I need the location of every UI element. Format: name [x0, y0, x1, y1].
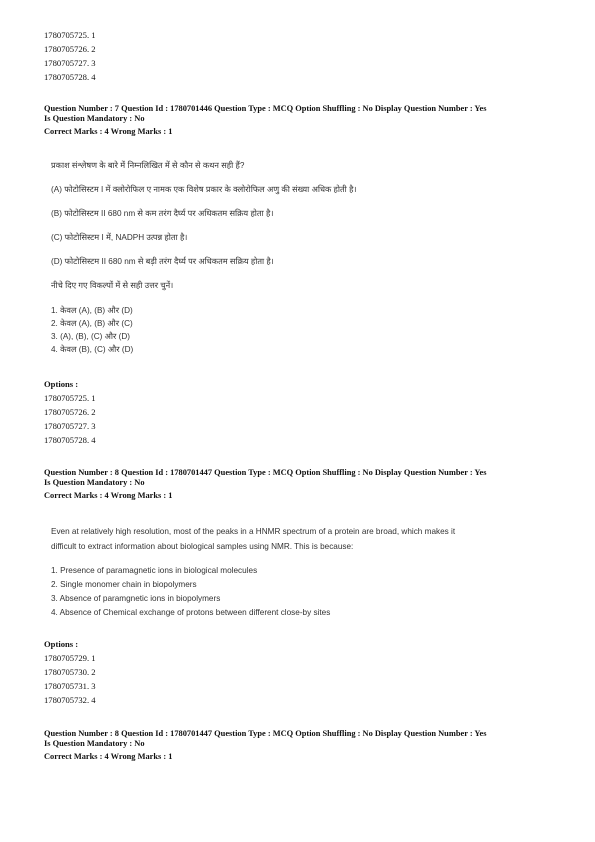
- answer-choice: 3. Absence of paramgnetic ions in biopolymers: [51, 594, 221, 603]
- option-line: 1780705725. 1: [44, 393, 96, 403]
- options-heading: Options :: [44, 379, 79, 389]
- option-line: 1780705728. 4: [44, 435, 96, 445]
- question-instruction: नीचे दिए गए विकल्पों में से सही उत्तर चुनें।: [51, 281, 174, 290]
- option-line: 1780705730. 2: [44, 667, 96, 677]
- question-mandatory-line: Is Question Mandatory : No: [44, 739, 145, 748]
- answer-choice: 3. (A), (B), (C) और (D): [51, 332, 131, 341]
- question-mandatory-line: Is Question Mandatory : No: [44, 114, 145, 123]
- option-line: 1780705727. 3: [44, 58, 96, 68]
- question-stem-continued: difficult to extract information about biological samples using NMR. This is because:: [51, 542, 354, 551]
- question-mandatory-line: Is Question Mandatory : No: [44, 478, 145, 487]
- answer-choice: 1. Presence of paramagnetic ions in biological molecules: [51, 566, 258, 575]
- answer-choice: 2. केवल (A), (B) और (C): [51, 319, 133, 328]
- answer-choice: 4. Absence of Chemical exchange of protons between different close-by sites: [51, 608, 331, 617]
- statement-a: (A) फोटोसिस्टम I में क्लोरोफिल ए नामक एक विशेष प्रकार के क्लोरोफिल अणु की संख्या अधिक होती है।: [51, 185, 357, 194]
- option-line: 1780705726. 2: [44, 44, 96, 54]
- option-line: 1780705727. 3: [44, 421, 96, 431]
- question-marks-line: Correct Marks : 4 Wrong Marks : 1: [44, 491, 173, 500]
- answer-choice: 2. Single monomer chain in biopolymers: [51, 580, 197, 589]
- option-line: 1780705726. 2: [44, 407, 96, 417]
- question-stem: Even at relatively high resolution, most of the peaks in a HNMR spectrum of a protein are broad, which makes it: [51, 527, 456, 536]
- options-heading: Options :: [44, 639, 79, 649]
- option-line: 1780705728. 4: [44, 72, 96, 82]
- option-line: 1780705729. 1: [44, 653, 96, 663]
- option-line: 1780705725. 1: [44, 30, 96, 40]
- statement-d: (D) फोटोसिस्टम II 680 nm से बड़ी तरंग दैर्घ्य पर अधिकतम सक्रिय होता है।: [51, 257, 274, 266]
- answer-choice: 4. केवल (B), (C) और (D): [51, 345, 134, 354]
- question-meta-line: Question Number : 7 Question Id : 1780701446 Question Type : MCQ Option Shuffling : No Display Question Number : Yes: [44, 104, 487, 113]
- question-marks-line: Correct Marks : 4 Wrong Marks : 1: [44, 127, 173, 136]
- answer-choice: 1. केवल (A), (B) और (D): [51, 306, 133, 315]
- question-stem: प्रकाश संश्लेषण के बारे में निम्नलिखित में से कौन से कथन सही हैं?: [51, 161, 245, 170]
- option-line: 1780705731. 3: [44, 681, 96, 691]
- statement-b: (B) फोटोसिस्टम II 680 nm से कम तरंग दैर्घ्य पर अधिकतम सक्रिय होता है।: [51, 209, 274, 218]
- option-line: 1780705732. 4: [44, 695, 96, 705]
- statement-c: (C) फोटोसिस्टम I में, NADPH उत्पन्न होता है।: [51, 233, 188, 242]
- question-meta-line: Question Number : 8 Question Id : 1780701447 Question Type : MCQ Option Shuffling : No Display Question Number : Yes: [44, 729, 487, 738]
- question-marks-line: Correct Marks : 4 Wrong Marks : 1: [44, 752, 173, 761]
- question-meta-line: Question Number : 8 Question Id : 1780701447 Question Type : MCQ Option Shuffling : No Display Question Number : Yes: [44, 468, 487, 477]
